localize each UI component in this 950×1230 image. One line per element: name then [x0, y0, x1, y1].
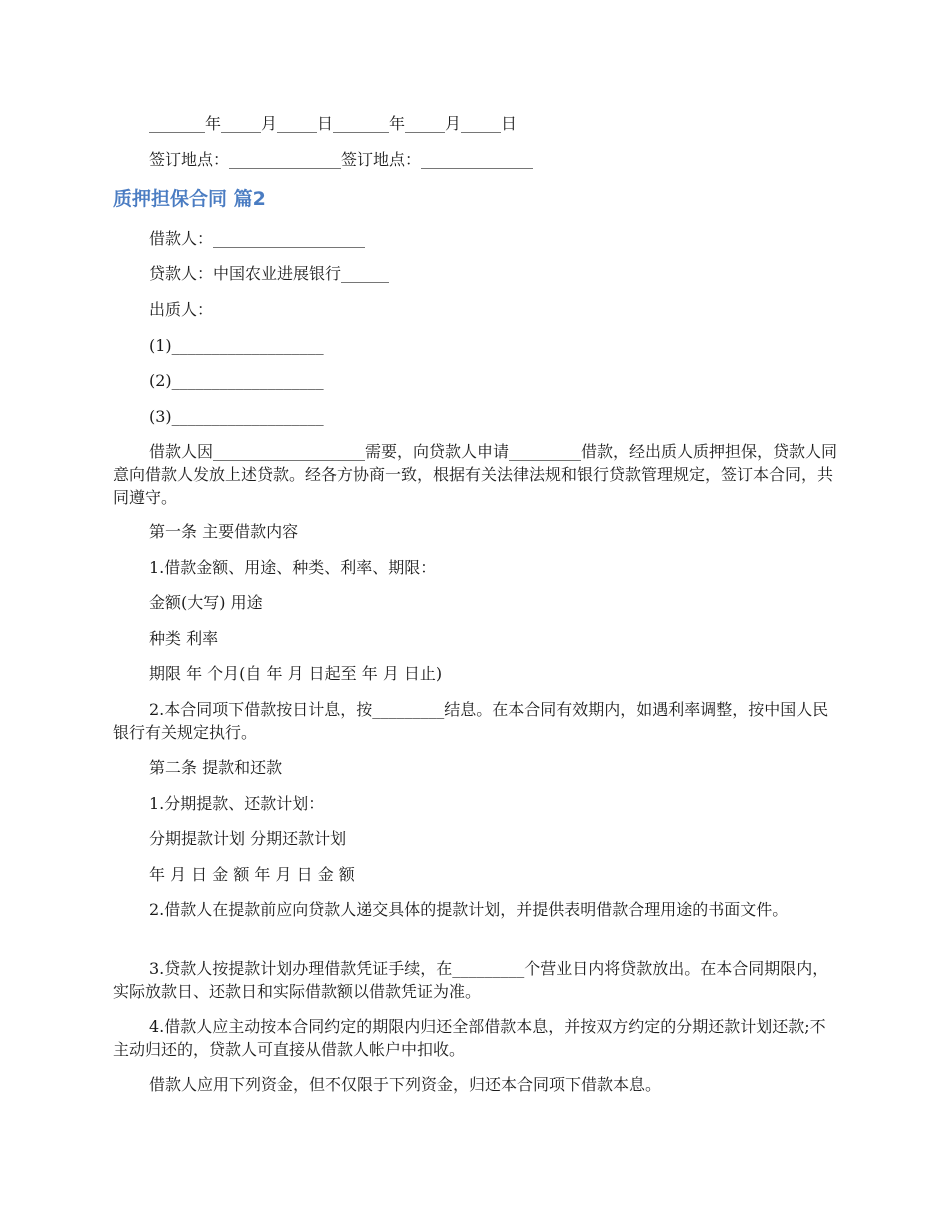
- article-2-columns-row: 年 月 日 金 额 年 月 日 金 额: [149, 865, 355, 884]
- section-heading: 质押担保合同 篇2: [113, 188, 266, 210]
- pledgor-3-line: (3)___________________: [149, 407, 324, 426]
- article-1-type-row: 种类 利率: [149, 629, 219, 648]
- pledgor-2-line: (2)___________________: [149, 371, 324, 390]
- article-1-item-1: 1.借款金额、用途、种类、利率、期限：: [149, 558, 437, 577]
- pledgor-label: 出质人：: [149, 300, 214, 319]
- borrower-line: 借款人：___________________: [149, 229, 366, 248]
- article-1-term-row: 期限 年 个月(自 年 月 日起至 年 月 日止): [149, 664, 443, 683]
- article-1-item-2: 2.本合同项下借款按日计息，按_________结息。在本合同有效期内，如遇利率调整，按中国人民银行有关规定执行。: [113, 700, 829, 742]
- article-1-amount-row: 金额(大写) 用途: [149, 593, 263, 612]
- pledgor-1-line: (1)___________________: [149, 336, 324, 355]
- article-1-title: 第一条 主要借款内容: [149, 522, 299, 541]
- article-2-item-4: 4.借款人应主动按本合同约定的期限内归还全部借款本息，并按双方约定的分期还款计划还款;不主动归还的，贷款人可直接从借款人帐户中扣收。: [113, 1017, 826, 1059]
- intro-paragraph: 借款人因___________________需要，向贷款人申请_________借款，经出质人质押担保，贷款人同意向借款人发放上述贷款。经各方协商一致，根据有关法律法规和银行贷款管理规定，签订本合同，共同遵守。: [113, 442, 838, 507]
- signing-date-line: _______年_____月_____日_______年_____月_____日: [149, 114, 518, 133]
- article-2-item-1: 1.分期提款、还款计划：: [149, 794, 325, 813]
- repayment-source-line: 借款人应用下列资金，但不仅限于下列资金，归还本合同项下借款本息。: [149, 1075, 662, 1094]
- article-2-item-2: 2.借款人在提款前应向贷款人递交具体的提款计划，并提供表明借款合理用途的书面文件。: [149, 900, 789, 919]
- article-2-plan-row: 分期提款计划 分期还款计划: [149, 829, 347, 848]
- signing-place-line: 签订地点：______________签订地点：______________: [149, 150, 534, 169]
- article-2-title: 第二条 提款和还款: [149, 758, 283, 777]
- lender-line: 贷款人：中国农业进展银行______: [149, 264, 390, 283]
- article-2-item-3: 3.贷款人按提款计划办理借款凭证手续，在_________个营业日内将贷款放出。在本合同期限内，实际放款日、还款日和实际借款额以借款凭证为准。: [113, 959, 829, 1001]
